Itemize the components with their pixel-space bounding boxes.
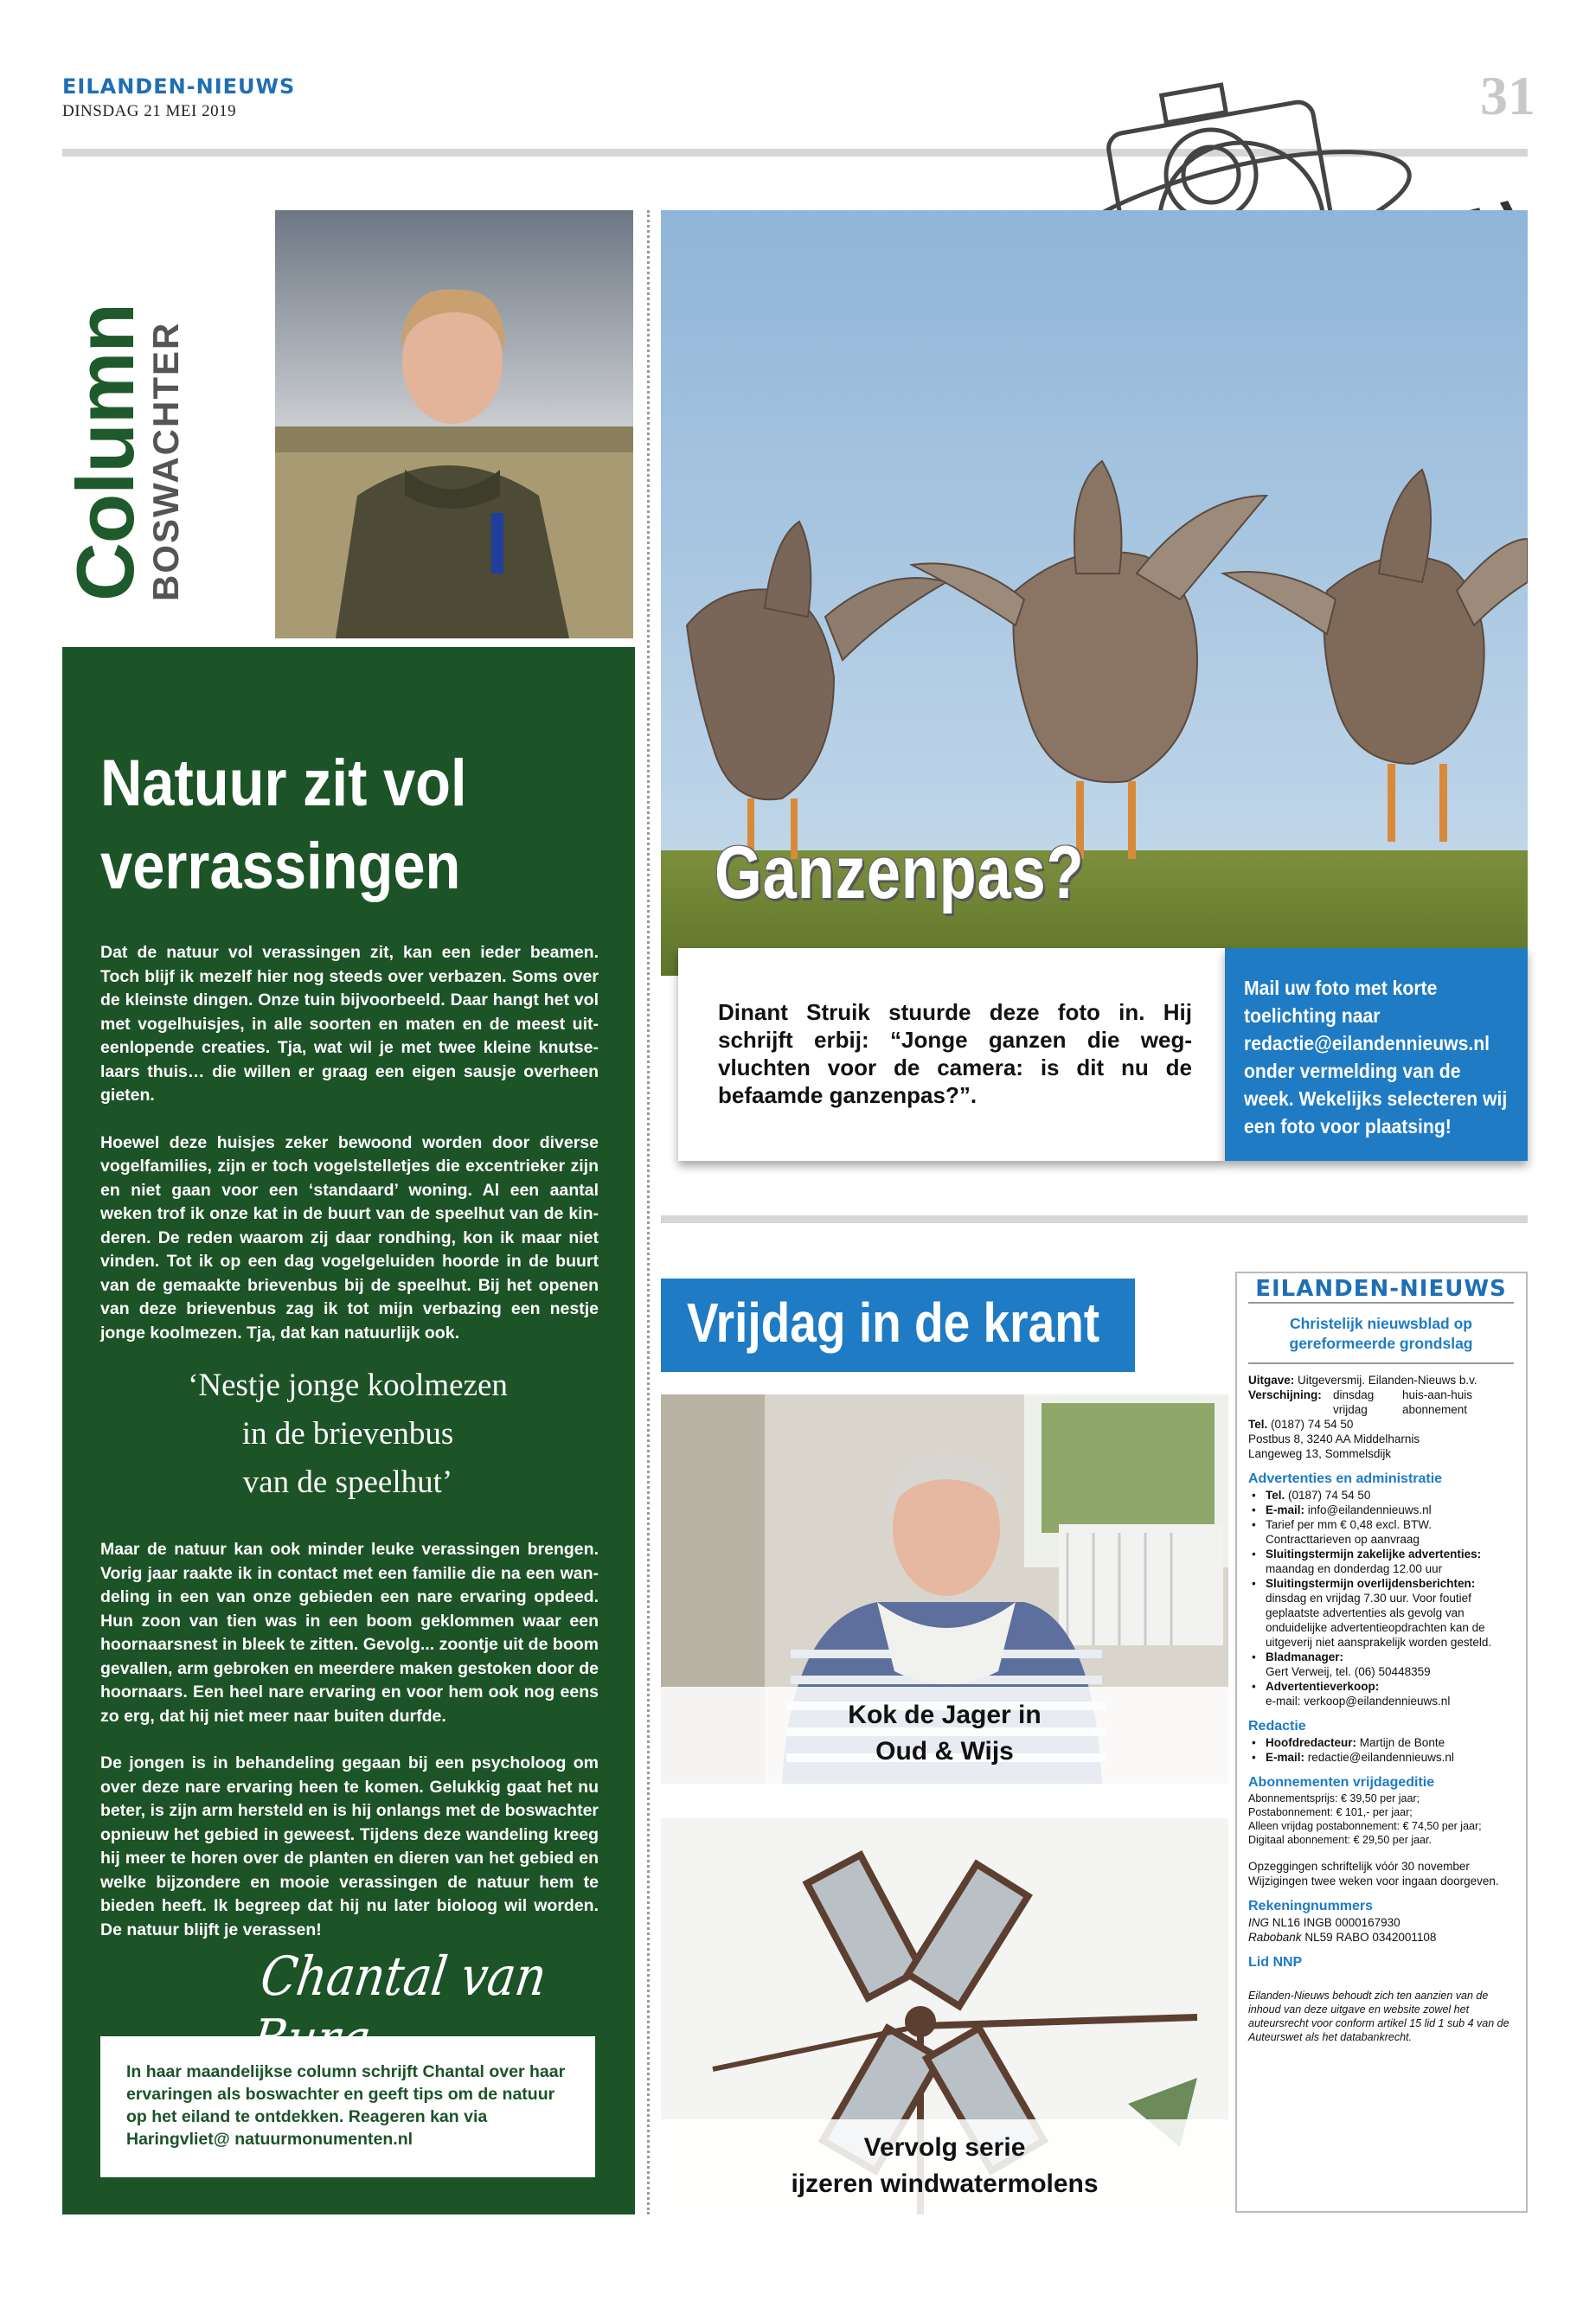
label: Sluitingstermijn overlijdensberichten: xyxy=(1266,1577,1476,1590)
colophon-heading: Rekeningnummers xyxy=(1248,1899,1374,1913)
value: redactie@eilandennieuws.nl xyxy=(1307,1751,1454,1764)
value: Contracttarieven op aanvraag xyxy=(1266,1533,1420,1546)
colophon-tel xyxy=(1248,1417,1514,1432)
column-paragraph: Hoewel deze huisjes zeker bewoond worden door diverse vogelfamilies, zijn er toch vogelstelletjes die excentrieker zijn en niet gaan voor een ‘standaard’ woning. Al een aantal weken trof ik onze kat in de buurt van de speelhut van de kin-deren. De reden waarom zij daar rondhing, kon ik maar niet vinden. Tot ik op een dag vogelgeluiden hoorde in de buurt van de gemaakte brievenbus bij de speelhut. Bij het openen van deze brievenbus zag ik tot mijn verbazing een nestje jonge koolmezen. Tja, dat kan natuurlijk ook. xyxy=(100,1132,599,1343)
value: dinsdag en vrijdag 7.30 uur. Voor foutief geplaatste advertenties als gevolg van onduidelijke advertentieopdrachten kan de uitgeverij niet aansprakelijk worden gesteld. xyxy=(1266,1592,1492,1649)
author-bio: In haar maandelijkse column schrijft Chantal over haar ervaringen als boswachter en geeft tips om de natuur op het eiland te ontdekken. Reageren kan via Haringvliet@ natuurmonumenten.nl xyxy=(126,2062,566,2149)
section-divider xyxy=(661,1215,1528,1223)
label: Sluitingstermijn zakelijke advertenties: xyxy=(1266,1548,1482,1561)
label: Rabobank xyxy=(1248,1931,1302,1944)
column-text-top xyxy=(100,941,599,1345)
colophon-item xyxy=(1248,1488,1514,1503)
friday-item-caption-line: ijzeren windwatermolens xyxy=(791,2170,1099,2198)
label: Advertentieverkoop: xyxy=(1266,1680,1380,1693)
pull-quote-line: ‘Nestje jonge koolmezen xyxy=(188,1368,508,1403)
friday-item-caption xyxy=(661,1687,1228,1784)
issue-date: DINSDAG 21 MEI 2019 xyxy=(62,102,237,120)
column-paragraph: De jongen is in behandeling gegaan bij een psycholoog om over deze nare ervaring heen te komen. Gelukkig gaat het nu beter, is zijn arm hersteld en is hij onlangs met de boswachter opnieuw het gebied in geweest. Tijdens deze wandeling kreeg hij meer te horen over de planten en dieren van het gebied en welke bijzondere en mooie verassingen de natuur hem te bieden heeft. Ik begreep dat hij nu later bioloog wil worden. De natuur blijft je verassen! xyxy=(100,1753,599,1939)
value: abonnement xyxy=(1402,1403,1468,1416)
masthead-logo: EILANDEN-NIEUWS xyxy=(62,74,296,99)
author-bio-box xyxy=(100,2036,595,2177)
value: maandag en donderdag 12.00 uur xyxy=(1266,1562,1443,1575)
value: Gert Verweij, tel. (06) 50448359 xyxy=(1266,1665,1431,1678)
colophon xyxy=(1235,1272,1528,2213)
column-title-line: verrassingen xyxy=(100,830,461,903)
label: Verschijning: xyxy=(1248,1388,1322,1401)
colophon-heading: Lid NNP xyxy=(1248,1955,1303,1970)
colophon-subtitle: Christelijk nieuwsblad op gereformeerde grondslag xyxy=(1289,1315,1473,1352)
colophon-schedule xyxy=(1248,1388,1514,1402)
colophon-divider xyxy=(1248,1302,1514,1304)
column-title-line: Natuur zit vol xyxy=(100,747,467,820)
label: Bladmanager: xyxy=(1266,1650,1344,1663)
column-paragraph: Maar de natuur kan ook minder leuke verassingen brengen. Vorig jaar raakte ik in contact met een familie die na een wan-deling in een van onze gebieden een nare ervaring opdeed. Hun zoon van tien was in een boom geklommen waar een hoornaarsnest in bleek te zitten. Gevolg... zoontje uit de boom gevallen, arm gebroken en meerdere maken gestoken door de hoornaars. Een heel nare ervaring en voor hem ook nog eens zo erg, dat hij niet meer naar buiten durfde. xyxy=(100,1540,599,1726)
column-separator xyxy=(647,210,650,2214)
colophon-item xyxy=(1248,1547,1514,1576)
label: E-mail: xyxy=(1266,1751,1305,1764)
column-title xyxy=(100,742,549,908)
colophon-list xyxy=(1248,1488,1514,1708)
colophon-copyright: Eilanden-Nieuws behoudt zich ten aanzien van de inhoud van deze uitgave en website zowel het auteursrecht voor conform artikel 15 lid 1 sub 4 van de Auteurswet als het databankrecht. xyxy=(1248,1990,1509,2043)
value: info@eilandennieuws.nl xyxy=(1307,1503,1432,1516)
colophon-divider xyxy=(1248,1362,1514,1364)
friday-heading-box xyxy=(661,1279,1135,1372)
colophon-cancel-note: Opzeggingen schriftelijk vóór 30 november Wijzigingen twee weken voor ingaan doorgeven. xyxy=(1248,1860,1499,1888)
portrait-photo xyxy=(275,210,633,638)
colophon-schedule xyxy=(1248,1402,1514,1417)
friday-item-caption-line: Oud & Wijs xyxy=(875,1737,1014,1766)
value: (0187) 74 54 50 xyxy=(1288,1489,1371,1502)
photo-caption: Dinant Struik stuurde deze foto in. Hij schrijft erbij: “Jonge ganzen die weg-vluchten voor de camera: is dit nu de befaamde ganzenpas?”. xyxy=(718,999,1192,1108)
photo-caption-box xyxy=(678,948,1225,1161)
colophon-item xyxy=(1248,1517,1514,1547)
colophon-item xyxy=(1248,1503,1514,1517)
value: (0187) 74 54 50 xyxy=(1271,1418,1354,1431)
page-number: 31 xyxy=(1480,65,1535,126)
friday-item-caption-line: Kok de Jager in xyxy=(848,1701,1042,1729)
column-sublabel: BOSWACHTER xyxy=(145,321,186,601)
value: Digitaal abonnement: € 29,50 per jaar. xyxy=(1248,1834,1432,1846)
column-box xyxy=(62,647,635,2214)
label: E-mail: xyxy=(1266,1503,1305,1516)
submit-photo-text: Mail uw foto met korte toelichting naar redactie@eilandennieuws.nl onder vermelding van de week. Wekelijks selecteren wij een foto voor plaatsing! xyxy=(1244,977,1508,1138)
value: Alleen vrijdag postabonnement: € 74,50 per jaar; xyxy=(1248,1820,1482,1832)
colophon-subscriptions xyxy=(1248,1791,1514,1847)
value: vrijdag xyxy=(1333,1403,1368,1416)
colophon-address: Langeweg 13, Sommelsdijk xyxy=(1248,1447,1392,1460)
value: Tarief per mm € 0,48 excl. BTW. xyxy=(1266,1518,1433,1531)
submit-photo-box xyxy=(1225,948,1528,1161)
value: Uitgeversmij. Eilanden-Nieuws b.v. xyxy=(1298,1374,1477,1387)
column-text-bottom xyxy=(100,1538,599,1942)
friday-item-caption-line: Vervolg serie xyxy=(863,2133,1026,2162)
label: Tel. xyxy=(1266,1489,1285,1502)
pull-quote xyxy=(97,1362,599,1507)
value: Postabonnement: € 101,- per jaar; xyxy=(1248,1806,1413,1818)
colophon-item xyxy=(1248,1735,1514,1750)
value: huis-aan-huis xyxy=(1402,1388,1473,1401)
colophon-item xyxy=(1248,1750,1514,1765)
column-paragraph: Dat de natuur vol verassingen zit, kan een ieder beamen. Toch blijf ik mezelf hier nog steeds over verbazen. Soms over de kleinste dingen. Onze tuin bijvoorbeeld. Daar hangt het vol met vogelhuisjes, in alle soorten en maten en de meest uit-eenlopende creaties. Tja, wat wil je met twee kleine knutse-laars thuis… die willen er graag een eigen sausje overheen gieten. xyxy=(100,943,599,1105)
colophon-logo: EILANDEN-NIEUWS xyxy=(1255,1276,1507,1302)
colophon-bank xyxy=(1248,1915,1514,1930)
value: e-mail: verkoop@eilandennieuws.nl xyxy=(1266,1695,1451,1708)
value: dinsdag xyxy=(1333,1388,1375,1401)
colophon-item xyxy=(1248,1650,1514,1679)
colophon-item xyxy=(1248,1679,1514,1708)
colophon-heading: Redactie xyxy=(1248,1719,1306,1734)
column-label: Column xyxy=(60,304,151,601)
pull-quote-line: van de speelhut’ xyxy=(242,1465,453,1500)
colophon-publisher xyxy=(1248,1373,1514,1388)
friday-item-caption xyxy=(661,2119,1228,2214)
colophon-item xyxy=(1248,1576,1514,1650)
photo-title: Ganzenpas? xyxy=(715,831,1085,914)
author-signature: Chantal van xyxy=(257,1945,551,2008)
colophon-list xyxy=(1248,1735,1514,1765)
value: Abonnementsprijs: € 39,50 per jaar; xyxy=(1248,1792,1420,1804)
label: ING xyxy=(1248,1916,1270,1929)
label: Uitgave: xyxy=(1248,1374,1295,1387)
pull-quote-line: in de brievenbus xyxy=(241,1416,454,1452)
colophon-bank xyxy=(1248,1930,1514,1945)
colophon-heading: Abonnementen vrijdageditie xyxy=(1248,1775,1435,1790)
friday-heading: Vrijdag in de krant xyxy=(687,1292,1100,1354)
colophon-heading: Advertenties en administratie xyxy=(1248,1471,1443,1486)
label: Hoofdredacteur: xyxy=(1266,1736,1357,1749)
value: NL16 INGB 0000167930 xyxy=(1272,1916,1401,1929)
value: Martijn de Bonte xyxy=(1359,1736,1445,1749)
label: Tel. xyxy=(1248,1418,1268,1431)
colophon-address: Postbus 8, 3240 AA Middelharnis xyxy=(1248,1433,1420,1445)
value: NL59 RABO 0342001108 xyxy=(1304,1931,1437,1944)
